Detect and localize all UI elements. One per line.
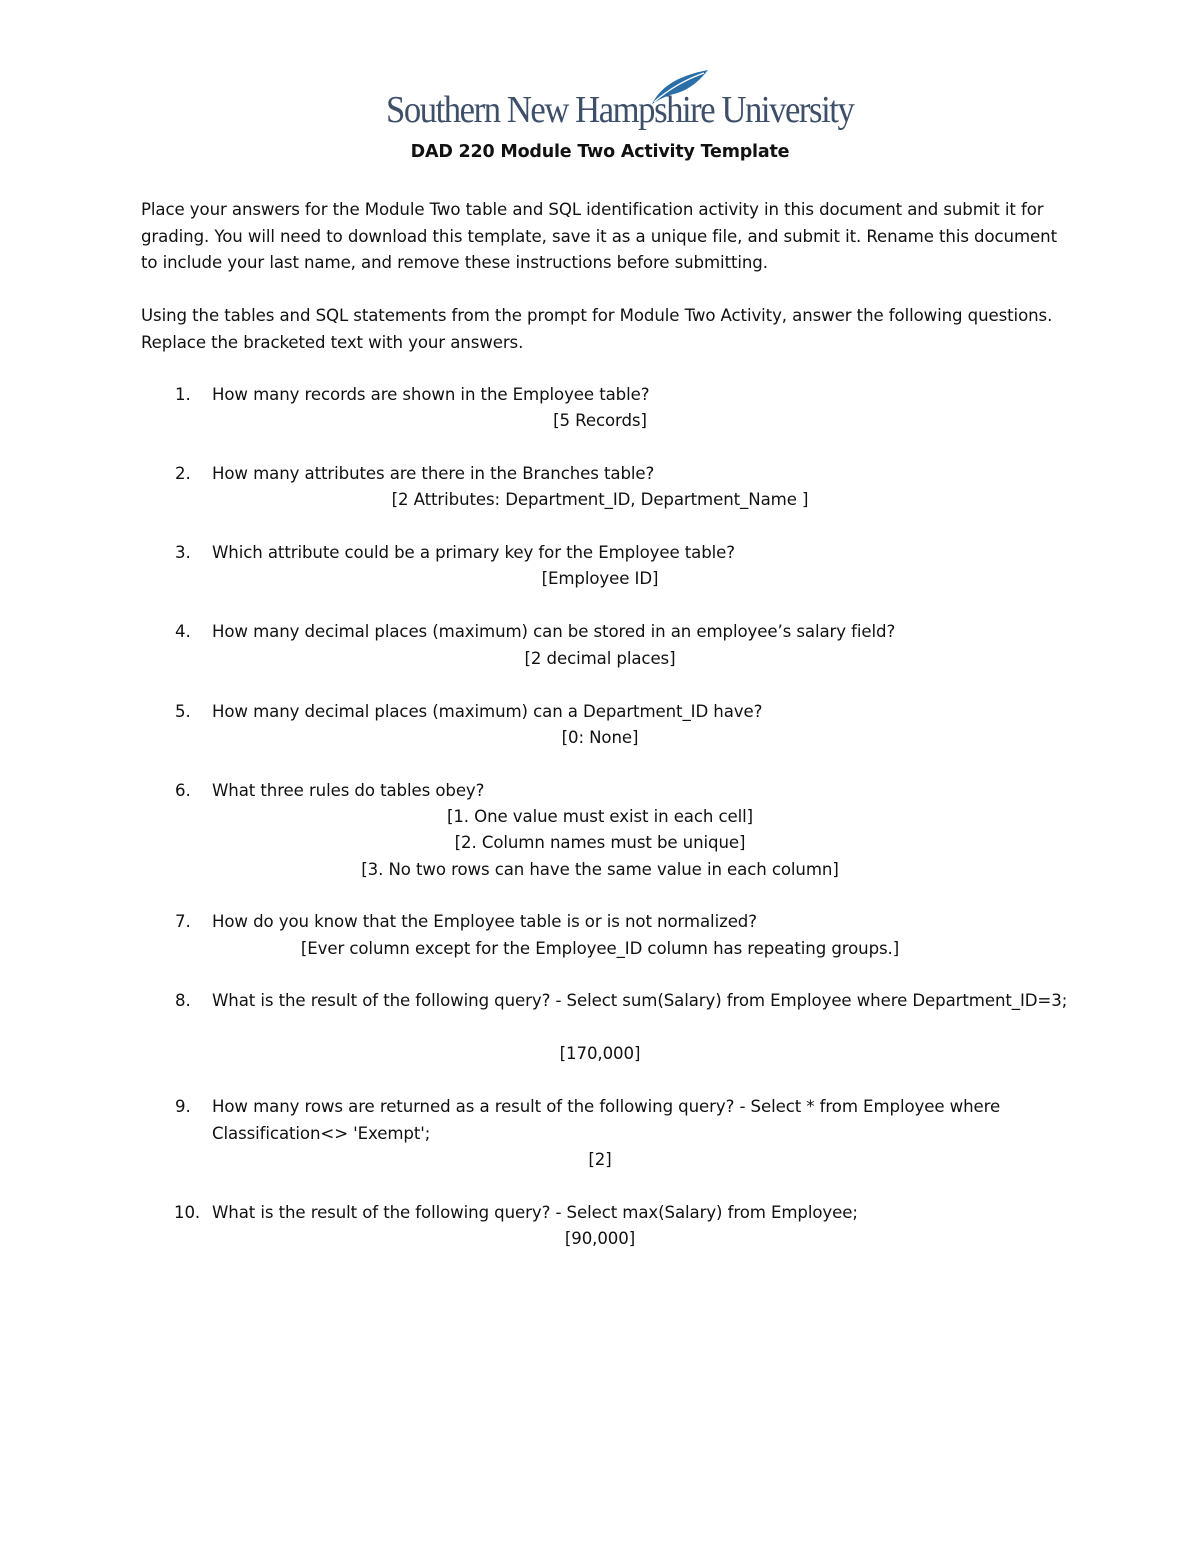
university-logo xyxy=(386,66,854,138)
answer-2[interactable]: [2 Attributes: Department_ID, Department_Name ] xyxy=(391,490,809,509)
question-text: What three rules do tables obey? xyxy=(212,781,485,800)
question-text: How many decimal places (maximum) can be stored in an employee’s salary field? xyxy=(212,622,896,641)
answer-9[interactable]: [2] xyxy=(588,1150,612,1169)
question-number: 9. xyxy=(175,1097,191,1116)
intro-paragraph: Place your answers for the Module Two table and SQL identification activity in this document and submit it for grading. You will need to download this template, save it as a unique file, and submit it. Rename this document to include your last name, and remove these instructions before submitting. xyxy=(141,200,1057,272)
answer-6-rule-1[interactable]: [1. One value must exist in each cell] xyxy=(446,807,754,826)
question-text: Which attribute could be a primary key for the Employee table? xyxy=(212,543,736,562)
answer-3[interactable]: [Employee ID] xyxy=(541,569,659,588)
answer-7[interactable]: [Ever column except for the Employee_ID column has repeating groups.] xyxy=(300,939,900,958)
question-number: 1. xyxy=(175,385,191,404)
answer-4[interactable]: [2 decimal places] xyxy=(524,649,676,668)
question-number: 7. xyxy=(175,912,191,931)
answer-6-rule-3[interactable]: [3. No two rows can have the same value in each column] xyxy=(361,860,839,879)
question-text: What is the result of the following query? - Select sum(Salary) from Employee where Department_ID=3; xyxy=(212,991,1068,1010)
logo-wordmark: Southern New Hampshire University xyxy=(386,89,854,131)
answer-8[interactable]: [170,000] xyxy=(559,1044,641,1063)
question-number: 6. xyxy=(175,781,191,800)
page-title: DAD 220 Module Two Activity Template xyxy=(410,142,790,162)
answer-6-rule-2[interactable]: [2. Column names must be unique] xyxy=(454,833,746,852)
instructions-paragraph: Using the tables and SQL statements from the prompt for Module Two Activity, answer the following questions. Replace the bracketed text with your answers. xyxy=(141,306,1053,352)
question-text: How many records are shown in the Employee table? xyxy=(212,385,650,404)
question-number: 4. xyxy=(175,622,191,641)
question-number: 10. xyxy=(174,1203,201,1222)
answer-1[interactable]: [5 Records] xyxy=(553,411,647,430)
question-text: How many decimal places (maximum) can a Department_ID have? xyxy=(212,702,763,721)
question-text: How many rows are returned as a result of the following query? - Select * from Employee where Classification<> 'Exempt'; xyxy=(212,1097,1001,1143)
question-number: 3. xyxy=(175,543,191,562)
question-text: What is the result of the following query? - Select max(Salary) from Employee; xyxy=(212,1203,858,1222)
answer-5[interactable]: [0: None] xyxy=(561,728,639,747)
question-number: 2. xyxy=(175,464,191,483)
question-text: How do you know that the Employee table is or is not normalized? xyxy=(212,912,757,931)
question-number: 8. xyxy=(175,991,191,1010)
question-number: 5. xyxy=(175,702,191,721)
answer-10[interactable]: [90,000] xyxy=(564,1229,636,1248)
question-text: How many attributes are there in the Branches table? xyxy=(212,464,655,483)
